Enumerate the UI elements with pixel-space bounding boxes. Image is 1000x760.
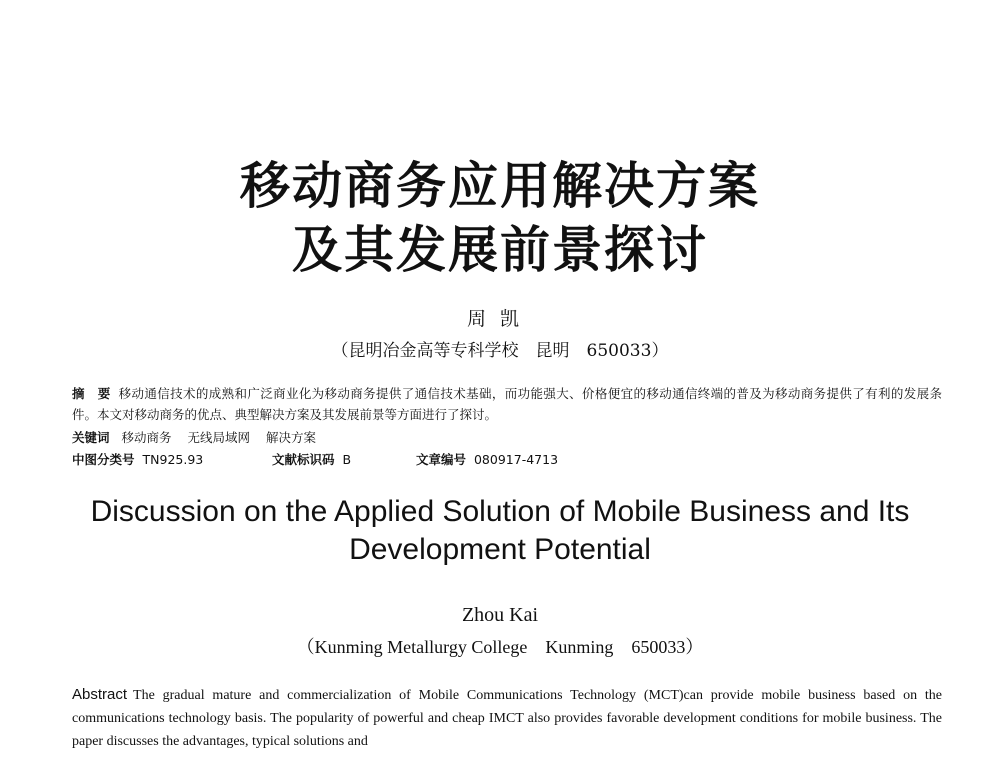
- document-code: [272, 450, 412, 468]
- clc-number: [72, 450, 268, 468]
- clc-value: TN925.93: [142, 452, 204, 467]
- chinese-abstract-label: 摘 要: [72, 386, 111, 401]
- english-affiliation: （Kunming Metallurgy College Kunming 650033）: [296, 637, 704, 657]
- article-number-value: 080917-4713: [473, 452, 559, 467]
- keyword: 无线局域网: [187, 430, 251, 445]
- chinese-abstract-text: 移动通信技术的成熟和广泛商业化为移动商务提供了通信技术基础，而功能强大、价格便宜的移动通信终端的普及为移动商务提供了有利的发展条件。本文对移动商务的优点、典型解决方案及其发展前景等方面进行了探讨。: [72, 386, 942, 422]
- keywords-label: 关键词: [72, 430, 110, 445]
- english-abstract: [72, 683, 942, 760]
- document-code-value: B: [342, 452, 352, 467]
- document-code-label: 文献标识码: [271, 452, 335, 467]
- article-number-label: 文章编号: [415, 452, 466, 467]
- keyword: 解决方案: [266, 430, 317, 445]
- classification-line: [72, 450, 942, 468]
- chinese-keywords: [72, 428, 328, 446]
- chinese-title-line-2: 及其发展前景探讨: [292, 221, 708, 279]
- english-abstract-text: The gradual mature and commercialization of Mobile Communications Technology (MCT)can provide mobile business based on the communications technology basis. The popularity of powerful and cheap IMCT also provides favorable development conditions for mobile business. The paper discusses the advantages, typical solutions and: [72, 688, 942, 749]
- keyword: 移动商务: [121, 430, 172, 445]
- clc-label: 中图分类号: [72, 452, 135, 467]
- english-title-line-2: Development Potential: [349, 533, 651, 566]
- english-author: Zhou Kai: [461, 604, 539, 626]
- chinese-abstract: [72, 383, 942, 425]
- chinese-affiliation: （昆明冶金高等专科学校 昆明 650033）: [331, 341, 669, 361]
- chinese-title-line-1: 移动商务应用解决方案: [240, 157, 760, 215]
- article-number: [416, 450, 558, 468]
- english-title-line-1: Discussion on the Applied Solution of Mobile Business and Its: [90, 495, 910, 528]
- english-abstract-label: Abstract: [72, 686, 128, 703]
- chinese-author: 周凯: [466, 308, 533, 330]
